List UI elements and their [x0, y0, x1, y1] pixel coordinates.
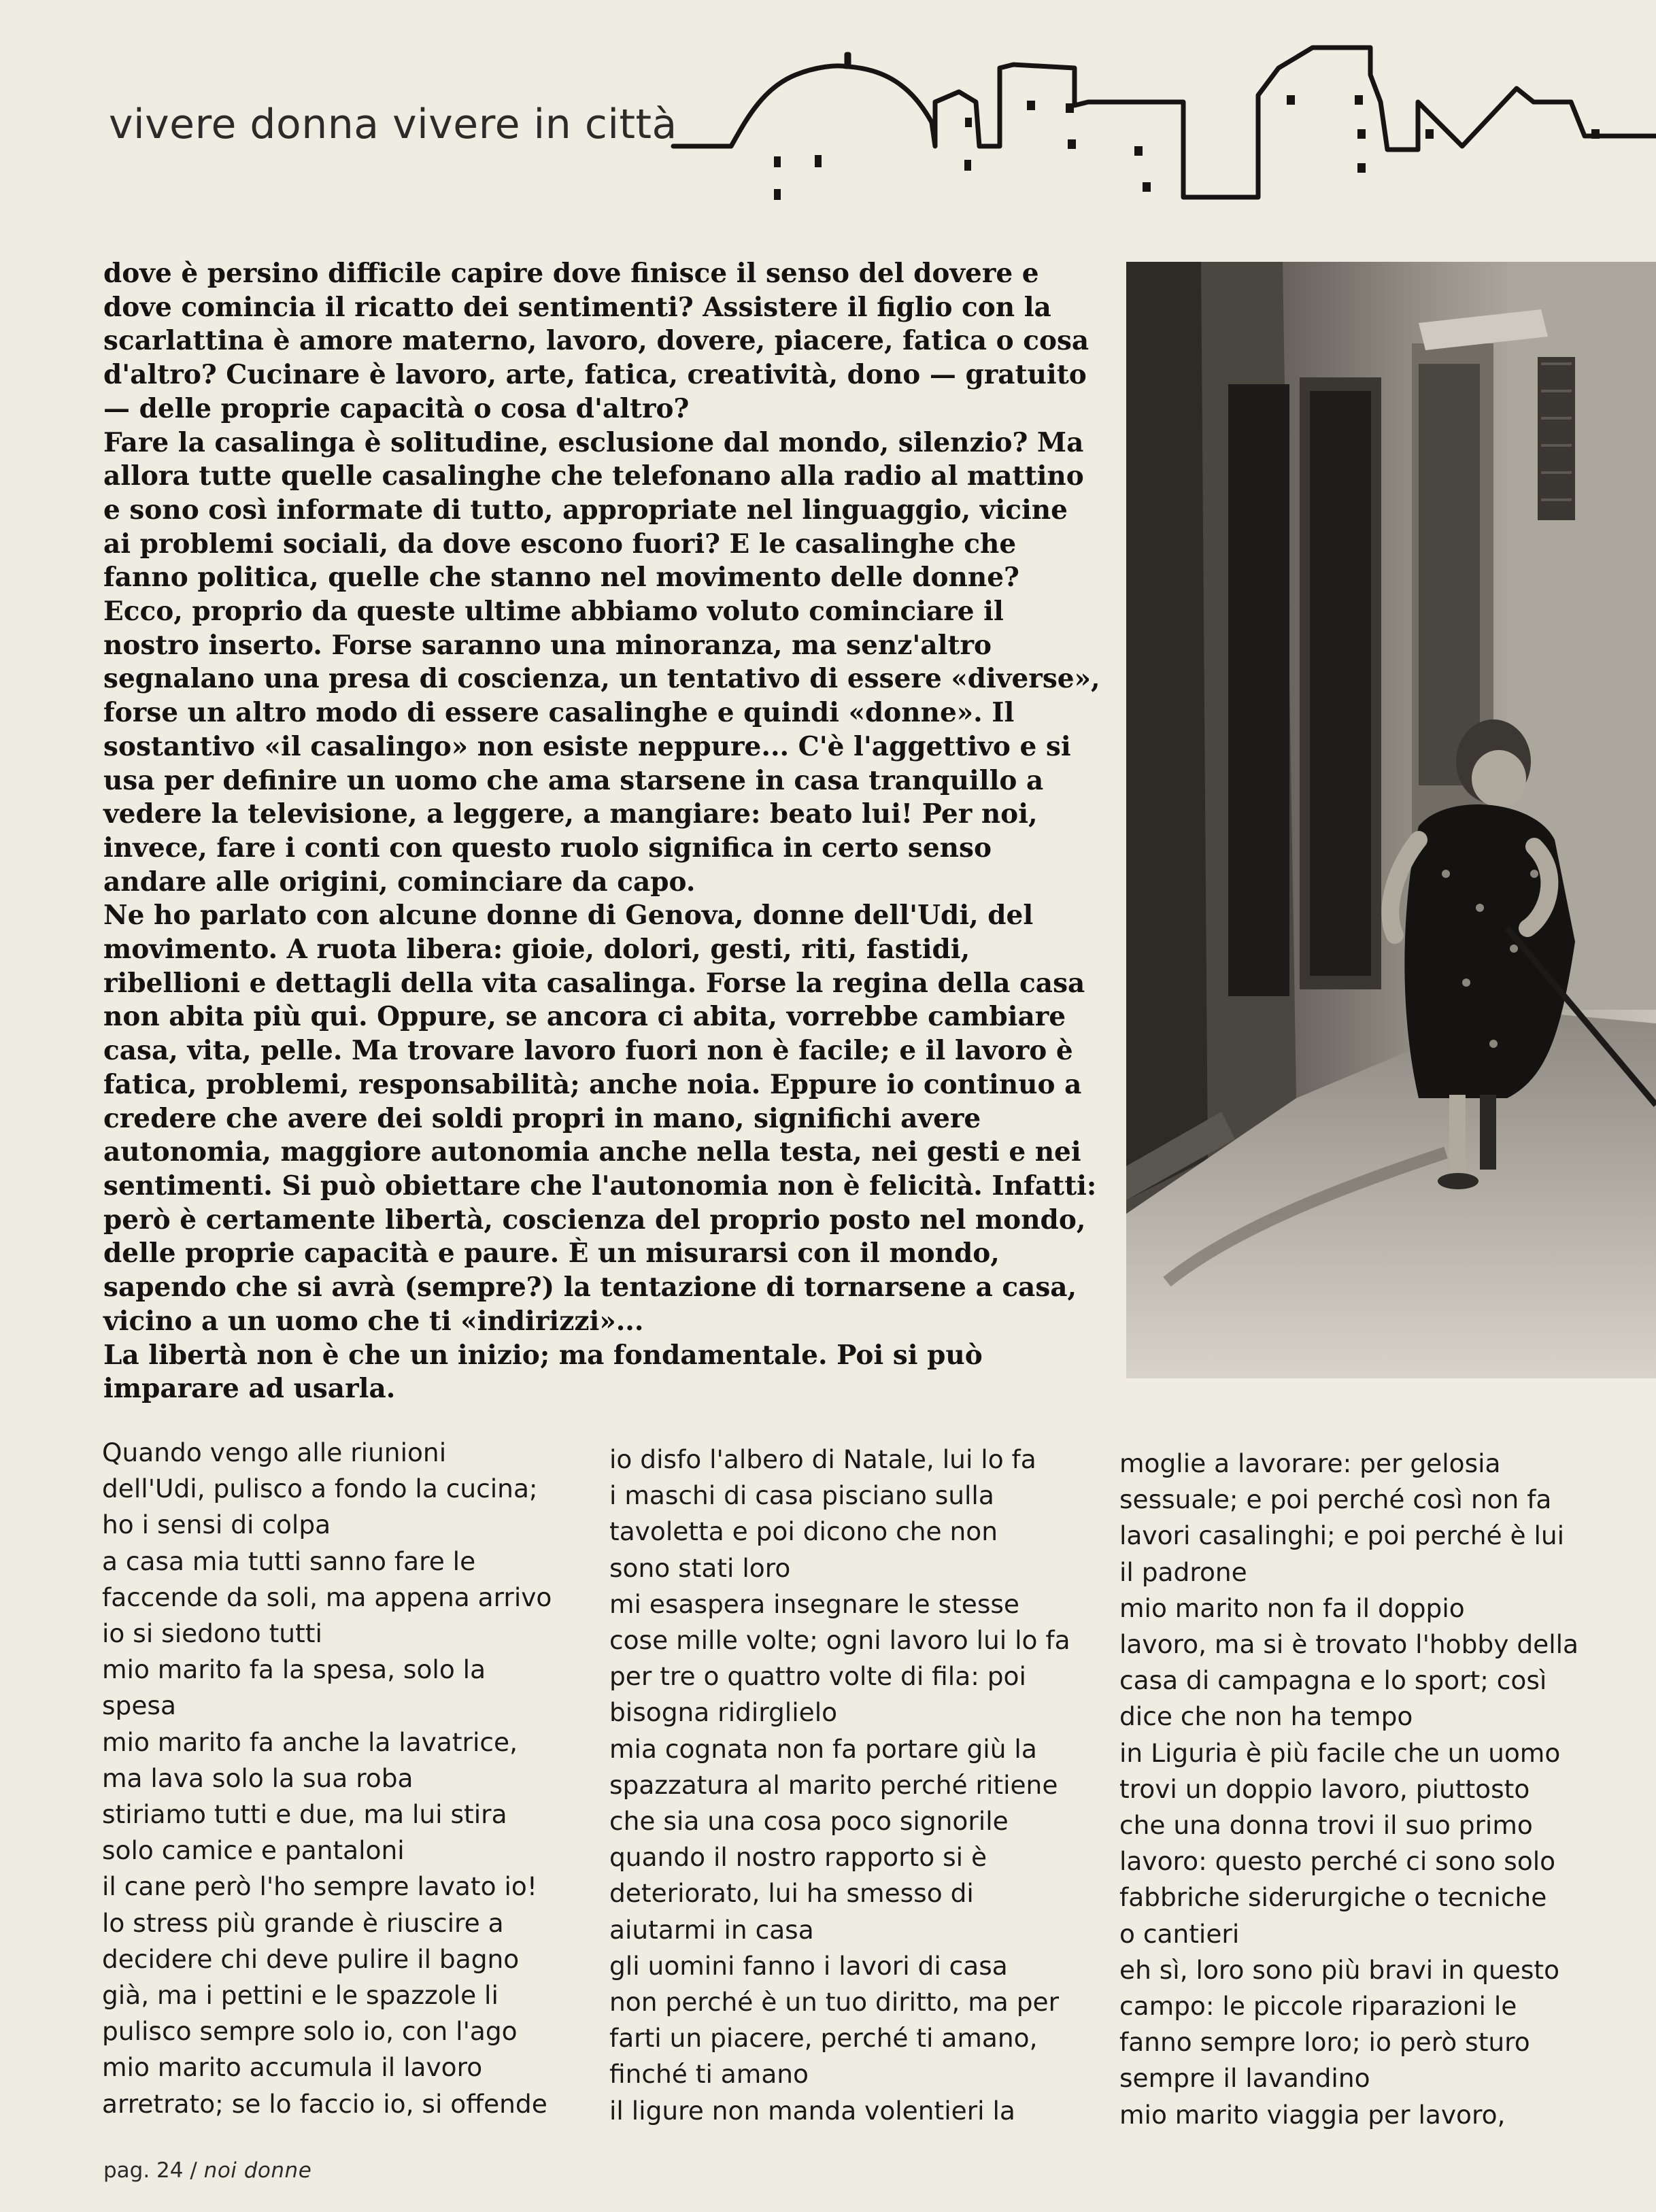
column-line: deteriorato, lui ha smesso di: [609, 1878, 974, 1909]
column-line: eh sì, loro sono più bravi in questo: [1119, 1954, 1560, 1985]
column-line: mio marito fa anche la lavatrice,: [102, 1726, 518, 1757]
column-line: tavoletta e poi dicono che non: [609, 1516, 998, 1547]
column-line: fabbriche siderurgiche o tecniche: [1119, 1882, 1547, 1913]
column-line: mio marito fa la spesa, solo la: [102, 1654, 486, 1685]
quote-column-2: [609, 1442, 1079, 2129]
column-line: fanno sempre loro; io però sturo: [1119, 2027, 1530, 2058]
column-line: io si siedono tutti: [102, 1618, 322, 1649]
column-line: trovi un doppio lavoro, piuttosto: [1119, 1773, 1530, 1804]
column-line: il cane però l'ho sempre lavato io!: [102, 1871, 537, 1902]
column-line: per tre o quattro volte di fila: poi: [609, 1661, 1026, 1692]
column-line: campo: le piccole riparazioni le: [1119, 1991, 1517, 2022]
column-line: sempre il lavandino: [1119, 2063, 1370, 2094]
column-line: mi esaspera insegnare le stesse: [609, 1588, 1019, 1619]
column-line: in Liguria è più facile che un uomo: [1119, 1737, 1561, 1768]
column-line: quando il nostro rapporto si è: [609, 1842, 987, 1873]
column-line: che una donna trovi il suo primo: [1119, 1810, 1533, 1841]
intro-paragraph: Ecco, proprio da queste ultime abbiamo voluto cominciare il nostro inserto. Forse saranno una minoranza, ma senz'altro segnalano una presa di coscienza, un tentativo di essere «diverse», forse un altro modo di essere casalinghe e quindi «donne». Il sostantivo «il casalingo» non esiste neppure... C'è l'aggettivo e si usa per definire un uomo che ama starsene in casa tranquillo a vedere la televisione, a leggere, a mangiare: beato lui! Per noi, invece, fare i conti con questo ruolo significa in certo senso andare alle origini, cominciare da capo.: [103, 596, 1100, 898]
column-line: mia cognata non fa portare giù la: [609, 1733, 1037, 1764]
column-line: decidere chi deve pulire il bagno: [102, 1943, 520, 1974]
column-line: mio marito accumula il lavoro: [102, 2052, 483, 2083]
intro-paragraph: Fare la casalinga è solitudine, esclusione dal mondo, silenzio? Ma allora tutte quelle casalinghe che telefonano alla radio al mattino e sono così informate di tutto, appropriate nel linguaggio, vicine ai problemi sociali, da dove escono fuori? E le casalinghe che fanno politica, quelle che stanno nel movimento delle donne?: [103, 426, 1084, 594]
intro-text: [103, 257, 1103, 1406]
column-line: lo stress più grande è riuscire a: [102, 1907, 504, 1938]
column-line: aiutarmi in casa: [609, 1914, 814, 1945]
quote-column-3: [1119, 1446, 1589, 2133]
woman-sweeping-photo: [1126, 262, 1656, 1378]
column-line: lavoro: questo perché ci sono solo: [1119, 1846, 1556, 1877]
page-number: pag. 24 /: [103, 2158, 197, 2183]
column-line: ho i sensi di colpa: [102, 1510, 331, 1540]
column-line: il ligure non manda volentieri la: [609, 2095, 1015, 2126]
column-line: i maschi di casa pisciano sulla: [609, 1480, 994, 1511]
column-line: il padrone: [1119, 1556, 1247, 1587]
page-footer: [103, 2158, 311, 2183]
column-line: farti un piacere, perché ti amano,: [609, 2023, 1038, 2054]
column-line: solo camice e pantaloni: [102, 1835, 405, 1866]
quote-column-1: [102, 1435, 571, 2122]
section-title: vivere donna vivere in città: [109, 101, 677, 148]
column-line: ma lava solo la sua roba: [102, 1763, 413, 1793]
column-line: sono stati loro: [609, 1552, 791, 1583]
magazine-name: noi donne: [203, 2158, 312, 2183]
column-line: arretrato; se lo faccio io, si offende: [102, 2088, 547, 2119]
column-line: mio marito viaggia per lavoro,: [1119, 2099, 1506, 2130]
column-line: spazzatura al marito perché ritiene: [609, 1769, 1058, 1800]
column-line: già, ma i pettini e le spazzole li: [102, 1980, 499, 2011]
city-skyline-icon: [0, 27, 1656, 231]
column-line: Quando vengo alle riunioni: [102, 1437, 447, 1467]
column-line: sessuale; e poi perché così non fa: [1119, 1484, 1552, 1515]
intro-paragraph: dove è persino difficile capire dove finisce il senso del dovere e dove comincia il ricatto dei sentimenti? Assistere il figlio con la scarlattina è amore materno, lavoro, dovere, piacere, fatica o cosa d'altro? Cucinare è lavoro, arte, fatica, creatività, dono — gratuito — delle proprie capacità o cosa d'altro?: [103, 258, 1089, 424]
column-line: mio marito non fa il doppio: [1119, 1593, 1465, 1623]
column-line: faccende da soli, ma appena arrivo: [102, 1582, 552, 1612]
column-line: moglie a lavorare: per gelosia: [1119, 1448, 1501, 1478]
column-line: cose mille volte; ogni lavoro lui lo fa: [609, 1625, 1070, 1656]
column-line: pulisco sempre solo io, con l'ago: [102, 2016, 518, 2047]
intro-paragraph: Ne ho parlato con alcune donne di Genova, donne dell'Udi, del movimento. A ruota libera: gioie, dolori, gesti, riti, fastidi, ribellioni e dettagli della vita casalinga. Forse la regina della casa non abita più qui. Oppure, se ancora ci abita, vorrebbe cambiare casa, vita, pelle. Ma trovare lavoro fuori non è facile; e il lavoro è fatica, problemi, responsabilità; anche noia. Eppure io continuo a credere che avere dei soldi propri in mano, significhi avere autonomia, maggiore autonomia anche nella testa, nei gesti e nei sentimenti. Si può obiettare che l'autonomia non è felicità. Infatti: però è certamente libertà, coscienza del proprio posto nel mondo, delle proprie capacità e paure. È un misurarsi con il mondo, sapendo che si avrà (sempre?) la tentazione di tornarsene a casa, vicino a un uomo che ti «indirizzi»...: [103, 900, 1097, 1337]
column-line: o cantieri: [1119, 1918, 1240, 1949]
column-line: che sia una cosa poco signorile: [609, 1806, 1009, 1837]
column-line: non perché è un tuo diritto, ma per: [609, 1987, 1059, 2018]
column-line: stiriamo tutti e due, ma lui stira: [102, 1799, 507, 1830]
column-line: io disfo l'albero di Natale, lui lo fa: [609, 1444, 1036, 1474]
column-line: casa di campagna e lo sport; così: [1119, 1665, 1547, 1696]
column-line: gli uomini fanno i lavori di casa: [609, 1950, 1008, 1981]
column-line: finché ti amano: [609, 2059, 809, 2090]
column-line: lavori casalinghi; e poi perché è lui: [1119, 1520, 1565, 1551]
column-line: dice che non ha tempo: [1119, 1701, 1413, 1732]
column-line: bisogna ridirglielo: [609, 1697, 838, 1728]
column-line: spesa: [102, 1690, 176, 1721]
column-line: dell'Udi, pulisco a fondo la cucina;: [102, 1474, 538, 1504]
column-line: lavoro, ma si è trovato l'hobby della: [1119, 1629, 1579, 1660]
intro-paragraph: La libertà non è che un inizio; ma fondamentale. Poi si può imparare ad usarla.: [103, 1339, 983, 1405]
column-line: a casa mia tutti sanno fare le: [102, 1546, 476, 1576]
